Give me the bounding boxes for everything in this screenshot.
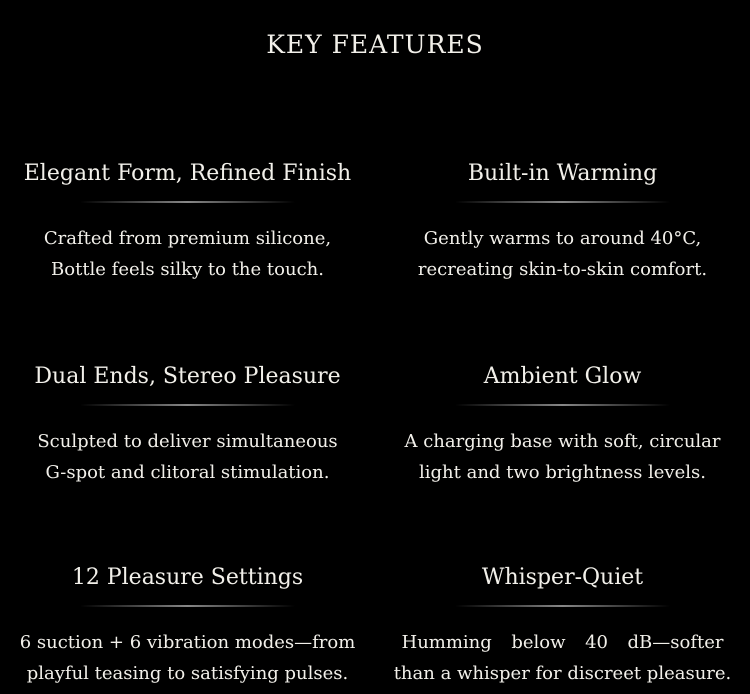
feature-description-line: Crafted from premium silicone, — [43, 228, 332, 249]
feature-description — [0, 426, 375, 488]
divider — [455, 605, 670, 607]
feature-description-line: Humming below 40 dB—softer — [401, 632, 724, 653]
feature-description-line: Gently warms to around 40°C, — [423, 228, 702, 249]
divider — [455, 201, 670, 203]
feature-whisper-quiet — [375, 564, 750, 689]
feature-description-line: G-spot and clitoral stimulation. — [45, 462, 330, 483]
feature-description-line: than a whisper for discreet pleasure. — [393, 663, 732, 684]
feature-title: Dual Ends, Stereo Pleasure — [34, 364, 341, 389]
feature-description-line: Bottle feels silky to the touch. — [51, 259, 324, 280]
divider — [455, 404, 670, 406]
feature-built-in-warming — [375, 160, 750, 285]
feature-pleasure-settings — [0, 564, 375, 689]
feature-description-line: light and two brightness levels. — [419, 462, 706, 483]
divider — [80, 404, 295, 406]
feature-description-line: Sculpted to deliver simultaneous — [37, 431, 338, 452]
page-title: KEY FEATURES — [266, 30, 484, 59]
feature-description — [0, 627, 375, 689]
feature-description — [375, 223, 750, 285]
feature-ambient-glow — [375, 363, 750, 488]
feature-description — [375, 426, 750, 488]
feature-title: Whisper-Quiet — [481, 565, 644, 590]
divider — [80, 201, 295, 203]
feature-title: Built-in Warming — [467, 161, 658, 186]
divider — [80, 605, 295, 607]
feature-title: Elegant Form, Refined Finish — [23, 161, 352, 186]
feature-title: Ambient Glow — [483, 364, 642, 389]
feature-description-line: A charging base with soft, circular — [404, 431, 721, 452]
feature-description — [0, 223, 375, 285]
feature-elegant-form — [0, 160, 375, 285]
feature-title: 12 Pleasure Settings — [71, 565, 304, 590]
feature-dual-ends — [0, 363, 375, 488]
feature-description-line: 6 suction + 6 vibration modes—from — [19, 632, 356, 653]
feature-description-line: playful teasing to satisfying pulses. — [26, 663, 349, 684]
feature-description — [375, 627, 750, 689]
feature-description-line: recreating skin-to-skin comfort. — [417, 259, 708, 280]
